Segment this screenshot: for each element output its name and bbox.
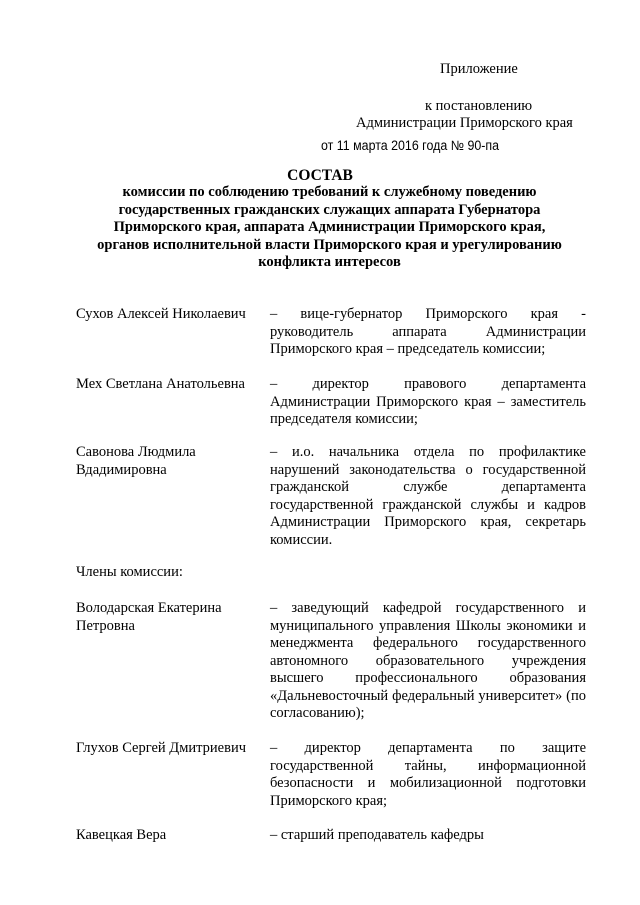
document-title: СОСТАВ xyxy=(287,167,353,184)
member-name: Савонова Людмила Вдадимировна xyxy=(76,444,196,478)
member-role: – вице-губернатор Приморского края - руководитель аппарата Администрации Приморского края – председатель комиссии; xyxy=(270,306,586,357)
resolution-date-number: от 11 марта 2016 года № 90-па xyxy=(321,138,500,153)
member-role: – директор правового департамента Администрации Приморского края – заместитель председателя комиссии; xyxy=(270,376,586,427)
member-role: – и.о. начальника отдела по профилактике нарушений законодательства о государственной гражданской службе департамента государственной гражданской службы и кадров Администрации Приморского края, секретарь комиссии. xyxy=(270,444,586,548)
appendix-label: Приложение xyxy=(440,61,518,77)
member-name: Кавецкая Вера xyxy=(76,827,167,843)
member-role: – директор департамента по защите государственной тайны, информационной безопасности и мобилизационной подготовки Приморского края; xyxy=(270,740,586,809)
member-name: Мех Светлана Анатольевна xyxy=(76,376,245,392)
to-resolution-label: к постановлению xyxy=(425,98,533,114)
member-role: – старший преподаватель кафедры xyxy=(270,827,484,843)
member-name: Володарская Екатерина Петровна xyxy=(76,600,222,634)
document-subtitle: комиссии по соблюдению требований к служебному поведению государственных гражданских служащих аппарата Губернатора Приморского края, аппарата Администрации Приморского края, органов исполнительной власти Приморского края и урегулированию конфликта интересов xyxy=(97,184,562,270)
member-name: Глухов Сергей Дмитриевич xyxy=(76,740,246,756)
administration-label: Администрации Приморского края xyxy=(356,115,573,131)
members-heading: Члены комиссии: xyxy=(76,564,183,580)
member-name: Сухов Алексей Николаевич xyxy=(76,306,246,322)
member-role: – заведующий кафедрой государственного и муниципального управления Школы экономики и менеджмента федерального государственного автономного образовательного учреждения высшего профессионального образования «Дальневосточный федеральный университет» (по согласованию); xyxy=(270,600,586,721)
